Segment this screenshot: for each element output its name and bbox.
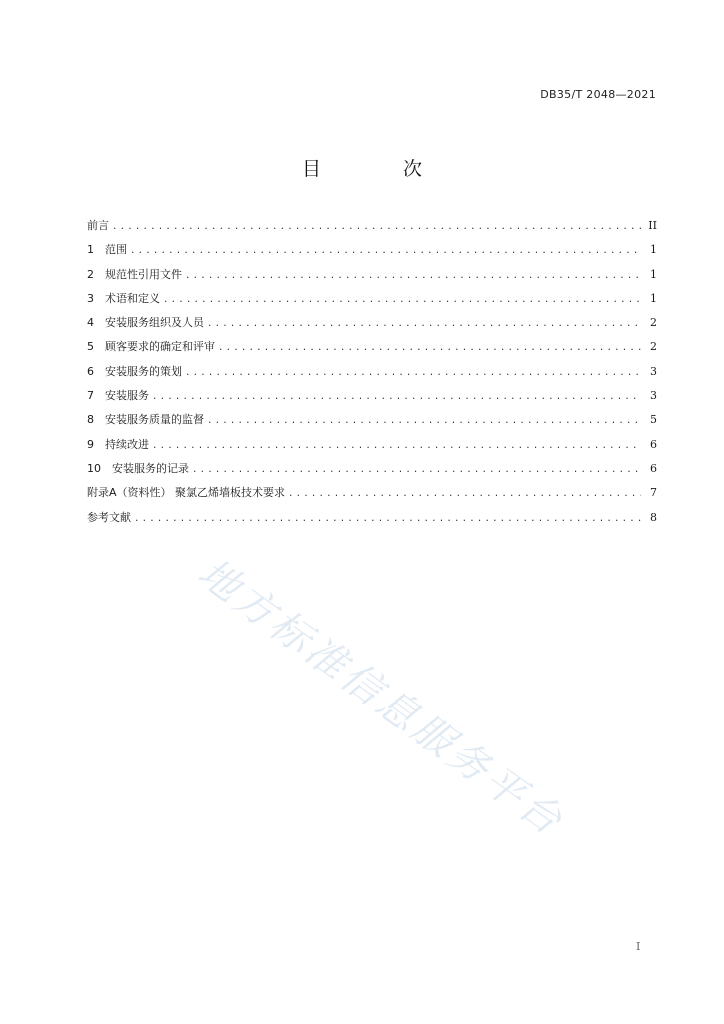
toc-entry[interactable] xyxy=(87,364,657,388)
toc-dot-leader xyxy=(152,438,641,454)
toc-dot-leader xyxy=(152,389,641,405)
toc-dot-leader xyxy=(288,486,641,502)
toc-dot-leader xyxy=(218,340,641,356)
toc-entry-label: 规范性引用文件 xyxy=(105,267,182,281)
toc-entry-label: 持续改进 xyxy=(105,437,149,451)
toc-entry-label: 前言 xyxy=(87,219,109,232)
toc-entry-page: 1 xyxy=(650,267,657,281)
toc-entry-number: 5 xyxy=(87,340,94,354)
toc-entry-page: 3 xyxy=(650,364,657,378)
toc-entry[interactable] xyxy=(87,485,657,509)
toc-entry-number: 3 xyxy=(87,291,94,305)
toc-entry-number: 7 xyxy=(87,389,94,403)
toc-entry-number: 4 xyxy=(87,316,94,330)
toc-entry-label: 术语和定义 xyxy=(105,291,160,305)
toc-entry[interactable] xyxy=(87,339,657,363)
toc-entry-page: II xyxy=(648,219,657,232)
toc-entry-label: 安装服务 xyxy=(105,389,149,403)
toc-entry-page: 2 xyxy=(650,340,657,354)
toc-entry-number: 8 xyxy=(87,413,94,427)
toc-entry-page: 6 xyxy=(650,437,657,451)
toc-dot-leader xyxy=(207,316,641,332)
table-of-contents xyxy=(87,218,657,534)
toc-entry[interactable] xyxy=(87,510,657,534)
toc-dot-leader xyxy=(185,365,641,381)
toc-entry-page: 6 xyxy=(650,461,657,475)
toc-entry-label: 安装服务组织及人员 xyxy=(105,316,204,330)
toc-entry-page: 5 xyxy=(650,413,657,427)
toc-entry-page: 1 xyxy=(650,291,657,305)
toc-entry-label: 安装服务的策划 xyxy=(105,364,182,378)
toc-title: 目 次 xyxy=(301,158,461,180)
toc-entry-label: 安装服务质量的监督 xyxy=(105,413,204,427)
toc-entry[interactable] xyxy=(87,461,657,485)
toc-entry-page: 7 xyxy=(650,486,657,500)
toc-entry-label: 安装服务的记录 xyxy=(112,461,189,475)
page-number: I xyxy=(636,940,641,953)
toc-dot-leader xyxy=(163,292,641,308)
toc-entry-page: 3 xyxy=(650,389,657,403)
toc-entry[interactable] xyxy=(87,388,657,412)
toc-entry-number: 9 xyxy=(87,437,94,451)
toc-entry-label: 顾客要求的确定和评审 xyxy=(105,340,215,354)
toc-dot-leader xyxy=(130,243,641,259)
toc-entry-label: 参考文献 xyxy=(87,510,131,524)
toc-entry-number: 10 xyxy=(87,461,101,475)
toc-entry-page: 2 xyxy=(650,316,657,330)
toc-entry-number: 6 xyxy=(87,364,94,378)
document-code: DB35/T 2048—2021 xyxy=(540,88,656,101)
toc-entry[interactable] xyxy=(87,412,657,436)
toc-entry[interactable] xyxy=(87,291,657,315)
toc-entry-number: 2 xyxy=(87,267,94,281)
toc-entry-page: 8 xyxy=(650,510,657,524)
toc-dot-leader xyxy=(134,511,641,527)
toc-dot-leader xyxy=(185,268,641,284)
toc-dot-leader xyxy=(192,462,641,478)
toc-entry-label: 范围 xyxy=(105,243,127,257)
toc-entry-page: 1 xyxy=(650,243,657,257)
toc-entry[interactable] xyxy=(87,242,657,266)
toc-dot-leader xyxy=(207,413,641,429)
toc-dot-leader xyxy=(112,219,641,235)
toc-entry-number: 1 xyxy=(87,243,94,257)
watermark: 地方标准信息服务平台 xyxy=(189,549,573,846)
toc-entry[interactable] xyxy=(87,267,657,291)
toc-entry[interactable] xyxy=(87,218,657,242)
toc-entry-label: 附录A（资料性） 聚氯乙烯墙板技术要求 xyxy=(87,486,286,500)
toc-entry[interactable] xyxy=(87,315,657,339)
toc-entry[interactable] xyxy=(87,437,657,461)
